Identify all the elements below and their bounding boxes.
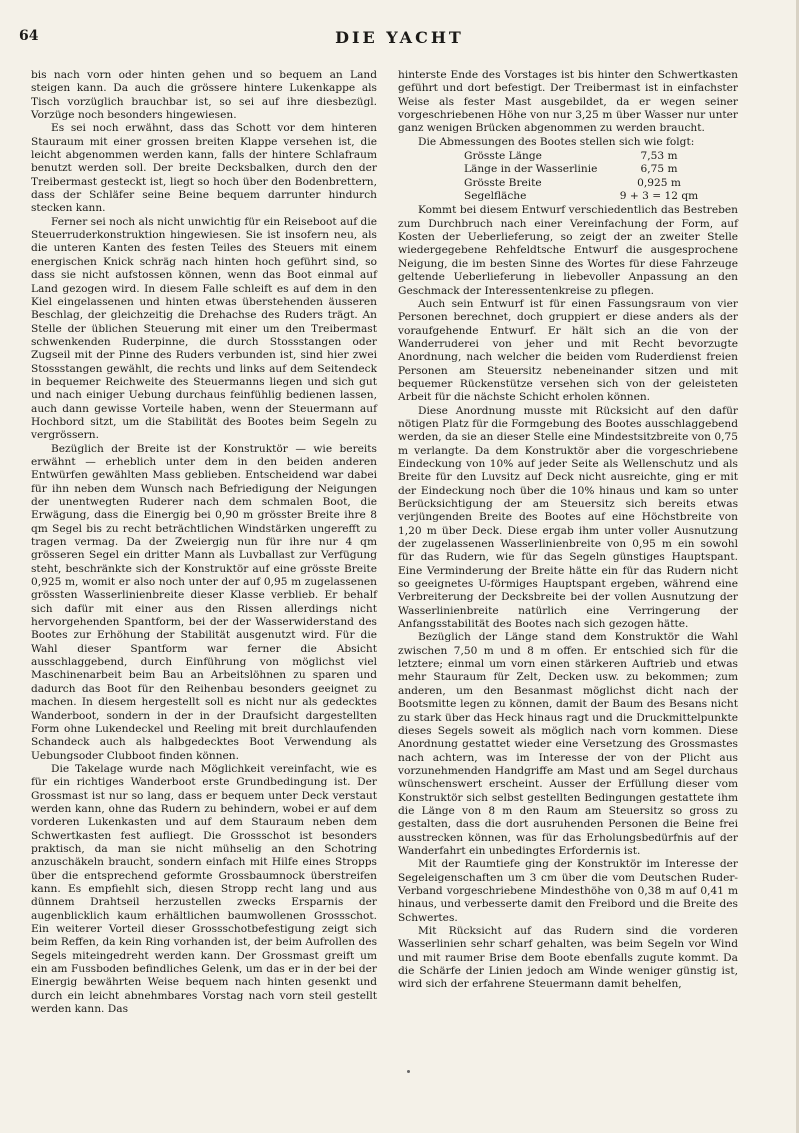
dimension-value: 6,75 m [640,163,678,176]
dimension-label: Grösste Breite [464,176,542,189]
dimension-row [464,163,704,176]
dimension-label: Länge in der Wasserlinie [464,163,598,176]
paragraph: Bezüglich der Breite ist der Konstruktör — wie bereits erwähnt — erheblich unter dem in den beiden anderen Entwürfen gewählten Mass geblieben. Entscheidend war dabei für ihn neben dem Wunsch nach Befriedigung der Neigungen der unentwegten Ruderer nach dem schmalen Boot, die Erwägung, dass die Einergig bei 0,90 m grösster Breite ihre 8 qm Segel bis zu recht beträchtlichen Windstärken ungerefft zu tragen vermag. Da der Zweiergig nun für ihre nur 4 qm grösseren Segel ein dritter Mann als Luvballast zur Verfügung steht, beschränkte sich der Konstruktör auf eine grösste Breite 0,925 m, womit er also noch unter der auf 0,95 m zugelassenen grössten Wasserlinienbreite dieser Klasse verblieb. Er behalf sich dafür mit einer aus den Rissen allerdings nicht hervorgehenden Spantform, bei der der Wasserwiderstand des Bootes zur Erhöhung der Stabilität ausgenutzt wird. Für die Wahl dieser Spantform war ferner die Absicht ausschlaggebend, durch Einführung von möglichst viel Maschinenarbeit beim Bau an Arbeitslöhnen zu sparen und dadurch das Boot für den Reihenbau besonders geeignet zu machen. In diesem hergestellt soll es nicht nur als gedecktes Wanderboot, sondern in der in der Draufsicht dargestellten Form ohne Lukendeckel und Reeling mit breit durchlaufenden Schandeck auch als halbgedecktes Boot Verwendung als Uebungsoder Clubboot finden können. [31,442,377,762]
paragraph: Es sei noch erwähnt, dass das Schott vor dem hinteren Stauraum mit einer grossen breiten Klappe versehen ist, die leicht abgenommen werden kann, falls der hintere Schlafraum benutzt werden soll. Der breite Decksbalken, durch den der Treibermast gesteckt ist, liegt so hoch über den Bodenbrettern, dass der Schläfer seine Beine bequem darrunter hindurch stecken kann. [31,122,377,215]
dimension-value: 9 + 3 = 12 qm [619,190,699,203]
paragraph: Auch sein Entwurf ist für einen Fassungsraum von vier Personen berechnet, doch gruppiert er diese anders als der voraufgehende Entwurf. Er hält sich an die von der Wanderruderei von jeher und mit Recht bevorzugte Anordnung, nach welcher die beiden vom Ruderdienst freien Personen am Steuersitz nebeneinander sitzen und mit bequemer Rückenstütze versehen sich von der geleisteten Arbeit für die nächste Schicht erholen können. [398,297,738,404]
paragraph: bis nach vorn oder hinten gehen und so bequem an Land steigen kann. Da auch die grössere hintere Lukenkappe als Tisch vorzüglich brauchbar ist, so sei auf ihre diesbezügl. Vorzüge noch besonders hingewiesen. [31,69,377,122]
paragraph: Ferner sei noch als nicht unwichtig für ein Reiseboot auf die Steuerruderkonstruktion hingewiesen. Sie ist insofern neu, als die unteren Kanten des festen Teiles des Steuers mit einem energischen Knick schräg nach hinten hoch geführt sind, so dass sie nicht aufstossen können, wenn das Boot einmal auf Land gezogen wird. In diesem Falle schleift es auf dem in den Kiel eingelassenen und hinten etwas überstehenden äusseren Beschlag, der gleichzeitig die Drehachse des Ruders trägt. An Stelle der üblichen Steuerung mit einer um den Treibermast schwenkenden Ruderpinne, die durch Stossstangen oder Zugseil mit der Pinne des Ruders verbunden ist, sind hier zwei Stossstangen gewählt, die rechts und links auf dem Seitendeck in bequemer Reichweite des Steuermanns liegen und sich gut und nach einiger Uebung durchaus feinfühlig bedienen lassen, auch dann gewisse Vorteile haben, wenn der Steuermann auf Hochbord sitzt, um die Stabilität des Bootes beim Segeln zu vergrössern. [31,215,377,442]
dimension-value: 7,53 m [640,150,678,163]
paragraph: Diese Anordnung musste mit Rücksicht auf den dafür nötigen Platz für die Formgebung des Bootes ausschlaggebend werden, da sie an dieser Stelle eine Mindestsitzbreite von 0,75 m verlangte. Da dem Konstruktör aber die vorgeschriebene Eindeckung von 10% auf jeder Seite als Wellenschutz und als Breite für den Luvsitz auf Deck nicht ausreichte, ging er mit der Eindeckung noch über die 10% hinaus und kam so unter Berücksichtigung der am Steuersitz sich bereits etwas verjüngenden Breite des Bootes auf eine Höchstbreite von 1,20 m über Deck. Diese ergab ihm unter voller Ausnutzung der zugelassenen Wasserlinienbreite von 0,95 m ein sowohl für das Rudern, wie für das Segeln günstiges Hauptspant. Eine Verminderung der Breite hätte ein für das Rudern nicht so geeignetes U-förmiges Hauptspant ergeben, während eine Verbreiterung der Decksbreite bei der vollen Ausnutzung der Wasserlinienbreite natürlich eine Verringerung der Anfangsstabilität des Bootes nach sich gezogen hätte. [398,404,738,631]
dimension-row [464,177,704,190]
dimension-label: Segelfläche [464,190,527,203]
dimension-row [464,150,704,163]
paragraph: Die Takelage wurde nach Möglichkeit vereinfacht, wie es für ein richtiges Wanderboot erste Grundbedingung ist. Der Grossmast ist nur so lang, dass er bequem unter Deck verstaut werden kann, ohne das Rudern zu behindern, wobei er auf dem vorderen Lukenkasten und auf dem Stauraum neben dem Schwertkasten fest aufliegt. Die Grossschot ist besonders praktisch, da man sie nicht mühselig an den Schotring anzuschäkeln braucht, sondern einfach mit Hilfe eines Stropps über die entsprechend geformte Grossbaumnock überstreifen kann. Es empfiehlt sich, diesen Stropp recht lang und aus dünnem Drahtseil herzustellen zwecks Ersparnis der augenblicklich kaum erhältlichen baumwollenen Grossschot. Ein weiterer Vorteil dieser Grossschotbefestigung zeigt sich beim Reffen, da kein Ring vorhanden ist, der beim Aufrollen des Segels miteingedreht werden kann. Der Grossmast greift um ein am Fussboden befindliches Gelenk, um das er in der bei der Einergig bewährten Weise bequem nach hinten gesenkt und durch ein leicht abnehmbares Vorstag nach vorn steil gestellt werden kann. Das [31,762,377,1016]
page-header [0,28,799,50]
right-column [398,69,738,992]
page-number: 64 [19,28,39,44]
paragraph: Bezüglich der Länge stand dem Konstruktör die Wahl zwischen 7,50 m und 8 m offen. Er entschied sich für die letztere; einmal um vorn einen stärkeren Auftrieb und etwas mehr Stauraum für Zelt, Decken usw. zu bekommen; zum anderen, um den Besanmast möglichst dicht nach der Bootsmitte legen zu können, damit der Baum des Besans nicht zu stark über das Heck hinaus ragt und die Druckmittelpunkte dieses Segels soweit als möglich nach vorn kommen. Diese Anordnung gestattet wieder eine Versetzung des Grossmastes nach achtern, was im Interesse der von der Plicht aus vorzunehmenden Handgriffe am Mast und am Segel durchaus wünschenswert erscheint. Ausser der Erfüllung dieser vom Konstruktör sich selbst gestellten Bedingungen gestattete ihm die Länge von 8 m den Raum am Steuersitz so gross zu gestalten, dass die dort ausruhenden Personen die Beine frei ausstrecken können, was für das Erholungsbedürfnis auf der Wanderfahrt ein unbedingtes Erfordernis ist. [398,631,738,857]
paragraph: Mit der Raumtiefe ging der Konstruktör im Interesse der Segeleigenschaften um 3 cm über die vom Deutschen Ruder-Verband vorgeschriebene Mindesthöhe von 0,38 m auf 0,41 m hinaus, und verbesserte damit den Freibord und die Breite des Schwertes. [398,858,738,924]
running-title: DIE YACHT [335,28,464,47]
paragraph: hinterste Ende des Vorstages ist bis hinter den Schwertkasten geführt und dort befestigt. Der Treibermast ist in einfachster Weise als fester Mast ausgebildet, da er wegen seiner vorgeschriebenen Höhe von nur 3,25 m über Wasser nur unter ganz wenigen Brücken abgenommen zu werden braucht. [398,69,738,135]
dimension-value: 0,925 m [637,176,681,189]
dimension-row [464,190,704,203]
dimensions-table [464,150,704,203]
paragraph: Mit Rücksicht auf das Rudern sind die vorderen Wasserlinien sehr scharf gehalten, was beim Segeln vor Wind und mit raumer Brise dem Boote ebenfalls zugute kommt. Da die Schärfe der Linien jedoch am Winde weniger günstig ist, wird sich der erfahrene Steuermann damit behelfen, [398,925,738,991]
dimension-label: Grösste Länge [464,150,542,163]
paragraph: Kommt bei diesem Entwurf verschiedentlich das Bestreben zum Durchbruch nach einer Vereinfachung der Form, auf Kosten der Ueberlieferung, so zeigt der an zweiter Stelle wiedergegebene Rehfeldtsche Entwurf die ausgesprochene Neigung, die im besten Sinne des Wortes für diese Fahrzeuge geltende Ueberlieferung in liebevoller Anpassung an den Geschmack der Interessentenkreise zu pflegen. [398,204,738,297]
dimensions-intro: Die Abmessungen des Bootes stellen sich wie folgt: [418,135,695,148]
ink-speck [407,1070,410,1073]
left-column [31,69,377,1016]
